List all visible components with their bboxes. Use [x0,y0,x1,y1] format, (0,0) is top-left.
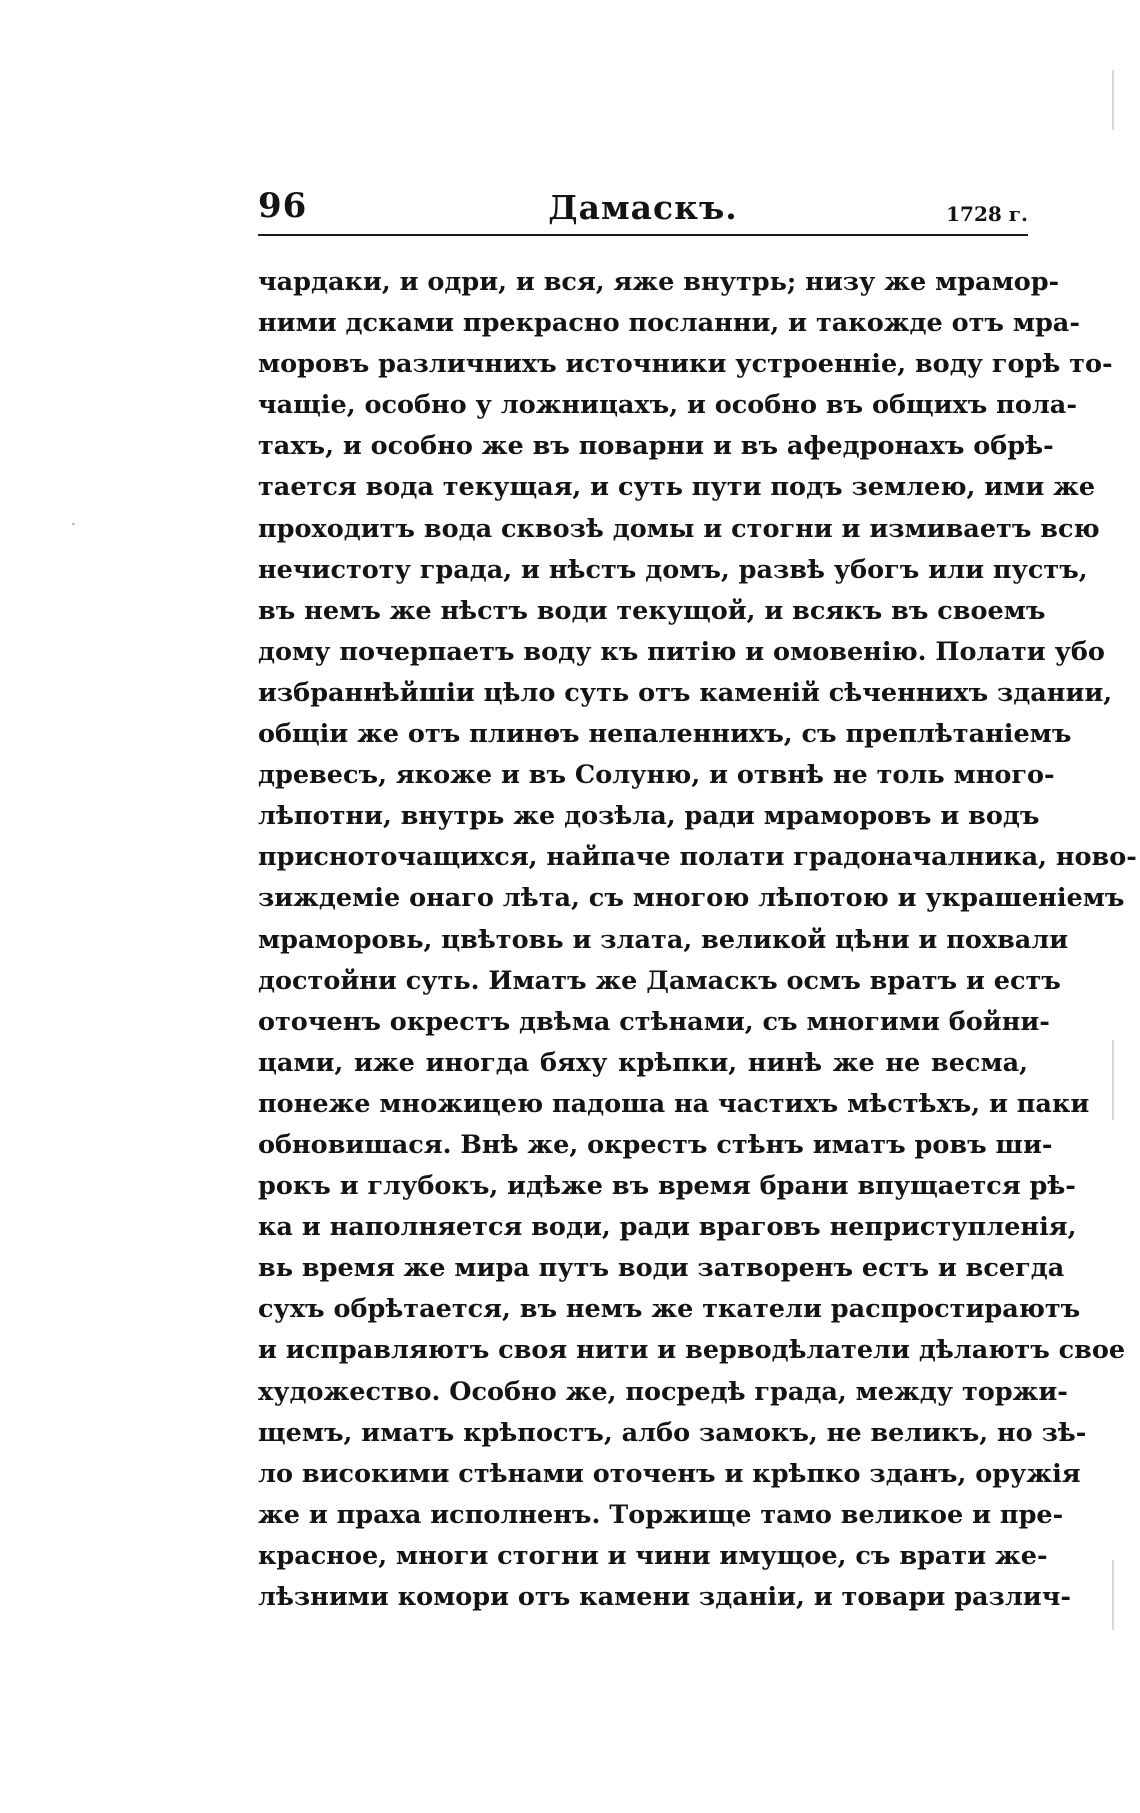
text-line: рокъ и глубокъ, идѣже въ время брани впущается рѣ- [258,1171,1076,1202]
text-line: тается вода текущая, и суть пути подъ землею, ими же [258,472,1096,503]
text-line: лѣпотни, внутрь же дозѣла, ради мраморовъ и водъ [258,801,1040,832]
running-title: Дамаскъ. [548,188,738,227]
text-line: обновишася. Внѣ же, окрестъ стѣнъ иматъ ровъ ши- [258,1129,1053,1160]
text-line: присноточащихся, найпаче полати градоначалника, ново- [258,842,1137,873]
text-line: чардаки, и одри, и вся, яже внутрь; низу же мрамор- [258,267,1060,297]
text-line: проходитъ вода сквозѣ домы и стогни и измиваетъ всю [258,513,1100,544]
text-line: щемъ, иматъ крѣпостъ, албо замокъ, не великъ, но зѣ- [258,1417,1087,1448]
text-line: тахъ, и особно же въ поварни и въ афедронахъ обрѣ- [258,431,1054,462]
text-line: моровъ различнихъ источники устроеннiе, воду горѣ то- [258,349,1113,380]
header-rule [258,234,1028,236]
text-line: же и праха исполненъ. Торжище тамо великое и пре- [258,1499,1064,1530]
text-line: лѣзними комори отъ камени зданiи, и товари различ- [258,1582,1071,1612]
running-head [258,178,1028,234]
text-line: понеже множицею падоша на частихъ мѣстѣхъ, и паки [258,1088,1090,1119]
text-line: общiи же отъ плинѳъ непаленнихъ, съ преплѣтанiемъ [258,719,1072,750]
body-text [258,262,1137,1618]
text-line: ло високими стѣнами оточенъ и крѣпко зданъ, оружiя [258,1458,1081,1489]
text-line: избраннѣйшiи цѣло суть отъ каменiй сѣченнихъ здании, [258,677,1113,708]
text-line: достойни суть. Иматъ же Дамаскъ осмъ вратъ и естъ [258,965,1061,996]
text-line: дому почерпаетъ воду къ питiю и омовенiю. Полати убо [258,636,1105,667]
text-line: и исправляютъ своя нити и верводѣлатели дѣлаютъ свое [258,1335,1126,1366]
page-number: 96 [258,186,308,226]
text-line: въ немъ же нѣстъ води текущой, и всякъ въ своемъ [258,595,1046,626]
text-line: мраморовь, цвѣтовь и злата, великой цѣни и похвали [258,924,1069,955]
text-line: ними дсками прекрасно посланни, и такожде отъ мра- [258,308,1080,339]
text-line: нечистоту града, и нѣстъ домъ, развѣ убогъ или пустъ, [258,554,1088,585]
header-year: 1728 г. [946,202,1028,226]
text-line: сухъ обрѣтается, въ немъ же ткатели распростираютъ [258,1294,1081,1325]
scan-margin-mark [1112,70,1114,130]
text-line: ка и наполняется води, ради враговъ неприступленiя, [258,1212,1077,1243]
scan-margin-mark [1112,1560,1114,1630]
scan-margin-mark [1112,1040,1114,1120]
text-line: оточенъ окрестъ двѣма стѣнами, съ многими бойни- [258,1006,1050,1037]
text-line: вь время же мира путъ води затворенъ естъ и всегда [258,1253,1065,1284]
text-line: художество. Особно же, посредѣ града, между торжи- [258,1376,1068,1407]
text-line: цами, иже иногда бяху крѣпки, нинѣ же не весма, [258,1047,1028,1078]
text-line: зиждемiе онаго лѣта, съ многою лѣпотою и украшенiемъ [258,883,1125,914]
text-line: чащiе, особно у ложницахъ, и особно въ общихъ пола- [258,390,1077,421]
text-line: древесъ, якоже и въ Солуню, и отвнѣ не толь много- [258,760,1055,791]
text-line: красное, многи стогни и чини имущое, съ врати же- [258,1540,1048,1571]
scan-speck [72,523,75,525]
